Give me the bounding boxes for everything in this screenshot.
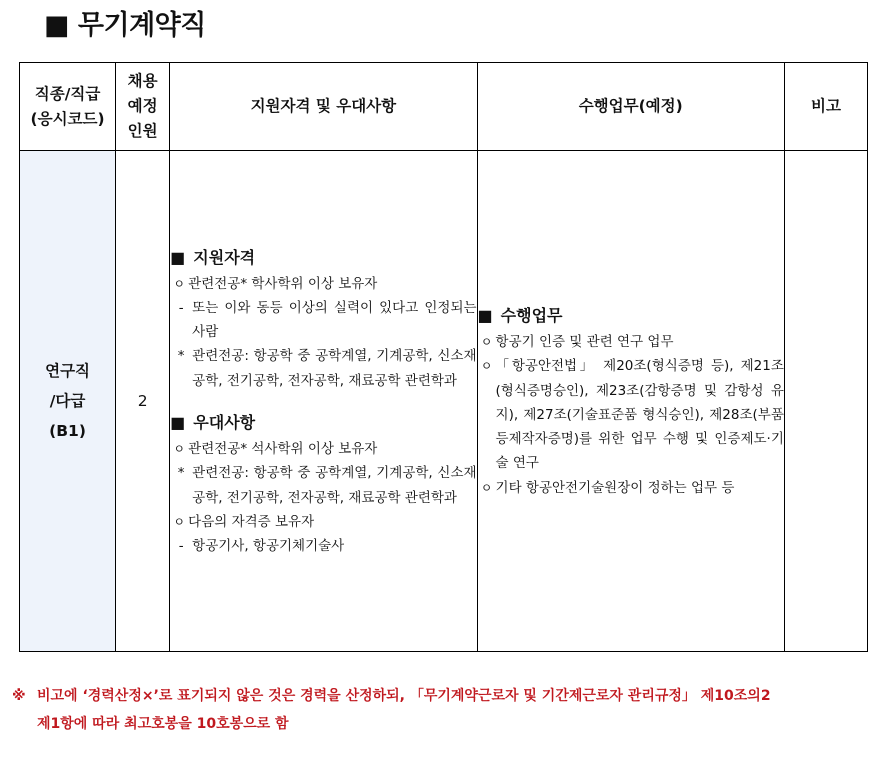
header-count: 채용 예정 인원: [116, 63, 170, 151]
list-item: [170, 437, 476, 461]
footnote-text: 비고에 ‘경력산정×’로 표기되지 않은 것은 경력을 산정하되, 「무기계약근로자 및 기간제근로자 관리규정」 제10조의2 제1항에 따라 최고호봉을 10호봉으로 함: [37, 688, 771, 732]
list-item-text: 「항공안전법」 제20조(형식증명 등), 제21조(형식증명승인), 제23조(감항증명 및 감항성 유지), 제27조(기술표준품 형식승인), 제28조(부품등제작자증명)를 위한 업무 수행 및 인증제도·기술 연구: [495, 358, 784, 472]
position-cell: 연구직 /다급 (B1): [20, 151, 116, 652]
list-item: [478, 330, 784, 354]
list-item: [478, 354, 784, 475]
list-item: [478, 476, 784, 500]
reference-mark-icon: ※: [12, 688, 26, 704]
list-item: [170, 461, 476, 510]
table-header-row: [20, 63, 868, 151]
recruitment-table: [19, 62, 868, 652]
circle-bullet-icon: ㅇ: [173, 442, 185, 456]
list-item-text: 관련전공: 항공학 중 공학계열, 기계공학, 신소재공학, 전기공학, 전자공학, 재료공학 관련학과: [192, 465, 477, 506]
list-item-text: 항공기 인증 및 관련 연구 업무: [495, 333, 674, 350]
header-qualifications: 지원자격 및 우대사항: [170, 63, 477, 151]
dash-bullet-icon: -: [178, 299, 184, 316]
list-item-text: 관련전공: 항공학 중 공학계열, 기계공학, 신소재공학, 전기공학, 전자공학, 재료공학 관련학과: [192, 348, 477, 389]
list-item-text: 관련전공* 석사학위 이상 보유자: [188, 441, 378, 457]
remarks-cell: [784, 151, 867, 652]
list-item: [170, 296, 476, 345]
qualifications-heading: ■ 지원자격: [170, 247, 256, 267]
circle-bullet-icon: ㅇ: [173, 276, 185, 291]
duties-list: [478, 330, 784, 500]
qualifications-list: [170, 272, 476, 393]
header-remarks: 비고: [784, 63, 867, 151]
list-item-text: 관련전공* 학사학위 이상 보유자: [188, 275, 378, 292]
header-position: 직종/직급 (응시코드): [20, 63, 116, 151]
list-item-text: 또는 이와 동등 이상의 실력이 있다고 인정되는 사람: [192, 299, 477, 341]
list-item: [170, 510, 476, 534]
square-bullet-icon: ■: [170, 247, 186, 267]
preferences-list: [170, 437, 476, 558]
circle-bullet-icon: ㅇ: [480, 359, 493, 374]
asterisk-bullet-icon: *: [177, 465, 185, 482]
asterisk-bullet-icon: *: [177, 348, 185, 365]
circle-bullet-icon: ㅇ: [173, 514, 185, 529]
square-bullet-icon: ■: [477, 305, 493, 325]
duties-heading: ■ 수행업무: [477, 305, 563, 325]
preferences-heading: ■ 우대사항: [170, 413, 256, 432]
list-item-text: 기타 항공안전기술원장이 정하는 업무 등: [495, 479, 735, 496]
list-item: [170, 272, 476, 296]
table-row: [20, 151, 868, 652]
count-cell: 2: [116, 151, 170, 652]
list-item: [170, 534, 476, 558]
dash-bullet-icon: -: [178, 538, 184, 555]
list-item-text: 항공기사, 항공기체기술사: [192, 538, 345, 555]
qualifications-cell: [170, 151, 477, 652]
list-item-text: 다음의 자격증 보유자: [188, 513, 315, 530]
page-title: ■ 무기계약직: [44, 10, 206, 41]
footnote: [12, 682, 880, 738]
header-duties: 수행업무(예정): [477, 63, 784, 151]
circle-bullet-icon: ㅇ: [480, 480, 493, 495]
square-bullet-icon: ■: [170, 413, 186, 432]
circle-bullet-icon: ㅇ: [480, 334, 493, 349]
duties-cell: [477, 151, 784, 652]
list-item: [170, 344, 476, 393]
